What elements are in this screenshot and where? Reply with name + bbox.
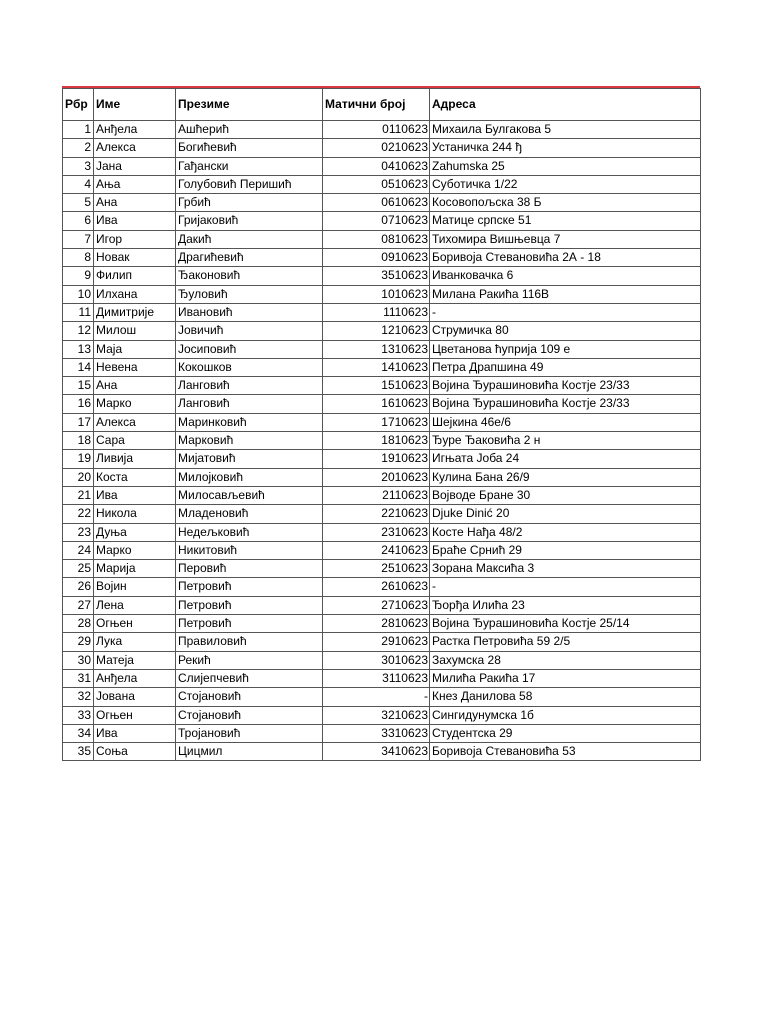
cell-prezime: Стојановић xyxy=(176,688,323,706)
cell-adresa: Војводе Бране 30 xyxy=(430,486,701,504)
table-body xyxy=(63,121,701,761)
cell-maticni-broj: 1310623 xyxy=(323,340,430,358)
cell-rbr: 35 xyxy=(63,743,94,761)
cell-ime: Јована xyxy=(94,688,176,706)
cell-adresa: - xyxy=(430,303,701,321)
table-row xyxy=(63,450,701,468)
cell-ime: Никола xyxy=(94,505,176,523)
cell-prezime: Маринковић xyxy=(176,413,323,431)
table-row xyxy=(63,285,701,303)
cell-maticni-broj: 1710623 xyxy=(323,413,430,431)
cell-rbr: 23 xyxy=(63,523,94,541)
table-row xyxy=(63,688,701,706)
header-prezime: Презиме xyxy=(176,89,323,121)
cell-rbr: 16 xyxy=(63,395,94,413)
cell-ime: Матеја xyxy=(94,651,176,669)
cell-adresa: Михаила Булгакова 5 xyxy=(430,121,701,139)
cell-rbr: 27 xyxy=(63,596,94,614)
table-row xyxy=(63,249,701,267)
cell-ime: Маја xyxy=(94,340,176,358)
table-row xyxy=(63,578,701,596)
cell-ime: Марко xyxy=(94,541,176,559)
cell-adresa: Шејкина 46е/6 xyxy=(430,413,701,431)
table-row xyxy=(63,468,701,486)
cell-prezime: Грбић xyxy=(176,194,323,212)
cell-prezime: Кокошков xyxy=(176,358,323,376)
cell-prezime: Никитовић xyxy=(176,541,323,559)
cell-ime: Алекса xyxy=(94,413,176,431)
cell-ime: Новак xyxy=(94,249,176,267)
cell-prezime: Богићевић xyxy=(176,139,323,157)
cell-rbr: 4 xyxy=(63,175,94,193)
cell-adresa: Струмичка 80 xyxy=(430,322,701,340)
header-maticni-broj: Матични број xyxy=(323,89,430,121)
cell-adresa: Војина Ђурашиновића Костје 23/33 xyxy=(430,377,701,395)
cell-ime: Анђела xyxy=(94,669,176,687)
cell-ime: Дуња xyxy=(94,523,176,541)
table-row xyxy=(63,267,701,285)
cell-prezime: Стојановић xyxy=(176,706,323,724)
cell-rbr: 31 xyxy=(63,669,94,687)
cell-ime: Илхана xyxy=(94,285,176,303)
cell-rbr: 5 xyxy=(63,194,94,212)
table-row xyxy=(63,432,701,450)
cell-rbr: 19 xyxy=(63,450,94,468)
cell-adresa: Косовопољска 38 Б xyxy=(430,194,701,212)
cell-adresa: Zahumska 25 xyxy=(430,157,701,175)
cell-maticni-broj: 0910623 xyxy=(323,249,430,267)
cell-maticni-broj: 1110623 xyxy=(323,303,430,321)
cell-adresa: Браће Срнић 29 xyxy=(430,541,701,559)
cell-rbr: 22 xyxy=(63,505,94,523)
cell-maticni-broj: 1010623 xyxy=(323,285,430,303)
cell-rbr: 25 xyxy=(63,560,94,578)
cell-prezime: Рекић xyxy=(176,651,323,669)
table-row xyxy=(63,212,701,230)
cell-ime: Коста xyxy=(94,468,176,486)
table-row xyxy=(63,395,701,413)
cell-maticni-broj: 2110623 xyxy=(323,486,430,504)
cell-rbr: 17 xyxy=(63,413,94,431)
cell-prezime: Петровић xyxy=(176,578,323,596)
cell-rbr: 2 xyxy=(63,139,94,157)
cell-prezime: Ланговић xyxy=(176,377,323,395)
cell-maticni-broj: 2910623 xyxy=(323,633,430,651)
header-ime: Име xyxy=(94,89,176,121)
cell-ime: Ливија xyxy=(94,450,176,468)
cell-adresa: Djuke Dinić 20 xyxy=(430,505,701,523)
cell-maticni-broj: 2610623 xyxy=(323,578,430,596)
cell-ime: Сара xyxy=(94,432,176,450)
cell-prezime: Милосављевић xyxy=(176,486,323,504)
cell-ime: Ања xyxy=(94,175,176,193)
cell-adresa: Зорана Максића 3 xyxy=(430,560,701,578)
table-row xyxy=(63,194,701,212)
table-row xyxy=(63,230,701,248)
cell-ime: Марко xyxy=(94,395,176,413)
cell-prezime: Недељковић xyxy=(176,523,323,541)
table-row xyxy=(63,651,701,669)
cell-prezime: Петровић xyxy=(176,615,323,633)
cell-maticni-broj: 2710623 xyxy=(323,596,430,614)
table-row xyxy=(63,523,701,541)
cell-adresa: - xyxy=(430,578,701,596)
cell-adresa: Растка Петровића 59 2/5 xyxy=(430,633,701,651)
cell-rbr: 21 xyxy=(63,486,94,504)
cell-adresa: Ђорђа Илића 23 xyxy=(430,596,701,614)
cell-prezime: Дакић xyxy=(176,230,323,248)
cell-ime: Војин xyxy=(94,578,176,596)
table-row xyxy=(63,706,701,724)
table-row xyxy=(63,175,701,193)
cell-adresa: Студентска 29 xyxy=(430,724,701,742)
table-row xyxy=(63,560,701,578)
table-row xyxy=(63,669,701,687)
cell-prezime: Ланговић xyxy=(176,395,323,413)
cell-maticni-broj: 1510623 xyxy=(323,377,430,395)
cell-maticni-broj: 0510623 xyxy=(323,175,430,193)
cell-rbr: 7 xyxy=(63,230,94,248)
cell-adresa: Кнез Данилова 58 xyxy=(430,688,701,706)
cell-rbr: 26 xyxy=(63,578,94,596)
cell-prezime: Ашћерић xyxy=(176,121,323,139)
cell-prezime: Перовић xyxy=(176,560,323,578)
cell-adresa: Иванковачка 6 xyxy=(430,267,701,285)
cell-prezime: Тројановић xyxy=(176,724,323,742)
cell-rbr: 10 xyxy=(63,285,94,303)
cell-rbr: 11 xyxy=(63,303,94,321)
cell-prezime: Драгићевић xyxy=(176,249,323,267)
table-row xyxy=(63,303,701,321)
cell-adresa: Цветанова ћуприја 109 е xyxy=(430,340,701,358)
cell-maticni-broj: 1410623 xyxy=(323,358,430,376)
cell-rbr: 1 xyxy=(63,121,94,139)
cell-adresa: Ђуре Ђаковића 2 н xyxy=(430,432,701,450)
cell-rbr: 8 xyxy=(63,249,94,267)
cell-prezime: Слијепчевић xyxy=(176,669,323,687)
cell-rbr: 28 xyxy=(63,615,94,633)
cell-maticni-broj: 1210623 xyxy=(323,322,430,340)
cell-maticni-broj: 2410623 xyxy=(323,541,430,559)
cell-adresa: Боривоја Стевановића 53 xyxy=(430,743,701,761)
cell-maticni-broj: 0710623 xyxy=(323,212,430,230)
cell-maticni-broj: 3110623 xyxy=(323,669,430,687)
cell-rbr: 9 xyxy=(63,267,94,285)
cell-maticni-broj: 0410623 xyxy=(323,157,430,175)
cell-ime: Милош xyxy=(94,322,176,340)
cell-ime: Анђела xyxy=(94,121,176,139)
table-row xyxy=(63,322,701,340)
table-row xyxy=(63,615,701,633)
cell-maticni-broj: 0110623 xyxy=(323,121,430,139)
cell-ime: Соња xyxy=(94,743,176,761)
table-row xyxy=(63,724,701,742)
cell-prezime: Правиловић xyxy=(176,633,323,651)
cell-prezime: Мијатовић xyxy=(176,450,323,468)
table-row xyxy=(63,505,701,523)
cell-rbr: 18 xyxy=(63,432,94,450)
cell-ime: Невена xyxy=(94,358,176,376)
table-row xyxy=(63,340,701,358)
cell-adresa: Матице српске 51 xyxy=(430,212,701,230)
cell-adresa: Кулина Бана 26/9 xyxy=(430,468,701,486)
cell-ime: Јана xyxy=(94,157,176,175)
cell-ime: Марија xyxy=(94,560,176,578)
cell-maticni-broj: 3410623 xyxy=(323,743,430,761)
cell-maticni-broj: 2310623 xyxy=(323,523,430,541)
students-table xyxy=(62,88,701,761)
cell-rbr: 15 xyxy=(63,377,94,395)
cell-prezime: Милојковић xyxy=(176,468,323,486)
cell-prezime: Петровић xyxy=(176,596,323,614)
cell-ime: Огњен xyxy=(94,615,176,633)
table-row xyxy=(63,157,701,175)
cell-adresa: Милића Ракића 17 xyxy=(430,669,701,687)
cell-maticni-broj: 2210623 xyxy=(323,505,430,523)
cell-prezime: Ђаконовић xyxy=(176,267,323,285)
cell-maticni-broj: 3010623 xyxy=(323,651,430,669)
cell-rbr: 3 xyxy=(63,157,94,175)
cell-maticni-broj: 3310623 xyxy=(323,724,430,742)
table-row xyxy=(63,377,701,395)
cell-rbr: 24 xyxy=(63,541,94,559)
cell-ime: Филип xyxy=(94,267,176,285)
table-row xyxy=(63,596,701,614)
cell-adresa: Игњата Јоба 24 xyxy=(430,450,701,468)
table-row xyxy=(63,413,701,431)
cell-maticni-broj: 2010623 xyxy=(323,468,430,486)
cell-rbr: 13 xyxy=(63,340,94,358)
cell-maticni-broj: 3510623 xyxy=(323,267,430,285)
cell-rbr: 14 xyxy=(63,358,94,376)
cell-maticni-broj: 2810623 xyxy=(323,615,430,633)
cell-adresa: Косте Нађа 48/2 xyxy=(430,523,701,541)
cell-adresa: Петра Драпшина 49 xyxy=(430,358,701,376)
cell-maticni-broj: - xyxy=(323,688,430,706)
cell-adresa: Захумска 28 xyxy=(430,651,701,669)
table-row xyxy=(63,358,701,376)
cell-prezime: Младеновић xyxy=(176,505,323,523)
header-row xyxy=(63,89,701,121)
cell-adresa: Сингидунумска 1б xyxy=(430,706,701,724)
table-row xyxy=(63,486,701,504)
table-row xyxy=(63,541,701,559)
cell-maticni-broj: 1610623 xyxy=(323,395,430,413)
cell-prezime: Марковић xyxy=(176,432,323,450)
cell-rbr: 33 xyxy=(63,706,94,724)
cell-adresa: Суботичка 1/22 xyxy=(430,175,701,193)
header-adresa: Адреса xyxy=(430,89,701,121)
cell-prezime: Ивановић xyxy=(176,303,323,321)
cell-ime: Ана xyxy=(94,194,176,212)
cell-prezime: Цицмил xyxy=(176,743,323,761)
cell-maticni-broj: 3210623 xyxy=(323,706,430,724)
table-row xyxy=(63,633,701,651)
cell-prezime: Ђуловић xyxy=(176,285,323,303)
cell-rbr: 30 xyxy=(63,651,94,669)
cell-rbr: 29 xyxy=(63,633,94,651)
cell-maticni-broj: 1910623 xyxy=(323,450,430,468)
cell-maticni-broj: 0810623 xyxy=(323,230,430,248)
cell-adresa: Милана Ракића 116В xyxy=(430,285,701,303)
cell-ime: Огњен xyxy=(94,706,176,724)
cell-prezime: Гријаковић xyxy=(176,212,323,230)
cell-rbr: 34 xyxy=(63,724,94,742)
cell-ime: Ива xyxy=(94,212,176,230)
cell-ime: Лука xyxy=(94,633,176,651)
cell-adresa: Устаничка 244 ђ xyxy=(430,139,701,157)
cell-adresa: Војина Ђурашиновића Костје 25/14 xyxy=(430,615,701,633)
cell-ime: Ана xyxy=(94,377,176,395)
cell-prezime: Гађански xyxy=(176,157,323,175)
cell-adresa: Војина Ђурашиновића Костје 23/33 xyxy=(430,395,701,413)
cell-rbr: 20 xyxy=(63,468,94,486)
cell-rbr: 12 xyxy=(63,322,94,340)
cell-ime: Димитрије xyxy=(94,303,176,321)
cell-ime: Игор xyxy=(94,230,176,248)
table-row xyxy=(63,743,701,761)
cell-maticni-broj: 1810623 xyxy=(323,432,430,450)
cell-rbr: 6 xyxy=(63,212,94,230)
cell-adresa: Боривоја Стевановића 2А - 18 xyxy=(430,249,701,267)
cell-maticni-broj: 2510623 xyxy=(323,560,430,578)
cell-ime: Ива xyxy=(94,486,176,504)
cell-ime: Алекса xyxy=(94,139,176,157)
cell-ime: Ива xyxy=(94,724,176,742)
cell-rbr: 32 xyxy=(63,688,94,706)
header-rbr: Рбр xyxy=(63,89,94,121)
cell-maticni-broj: 0210623 xyxy=(323,139,430,157)
table-row xyxy=(63,139,701,157)
cell-ime: Лена xyxy=(94,596,176,614)
cell-prezime: Голубовић Перишић xyxy=(176,175,323,193)
cell-adresa: Тихомира Вишњевца 7 xyxy=(430,230,701,248)
table-row xyxy=(63,121,701,139)
cell-prezime: Јовичић xyxy=(176,322,323,340)
cell-maticni-broj: 0610623 xyxy=(323,194,430,212)
cell-prezime: Јосиповић xyxy=(176,340,323,358)
